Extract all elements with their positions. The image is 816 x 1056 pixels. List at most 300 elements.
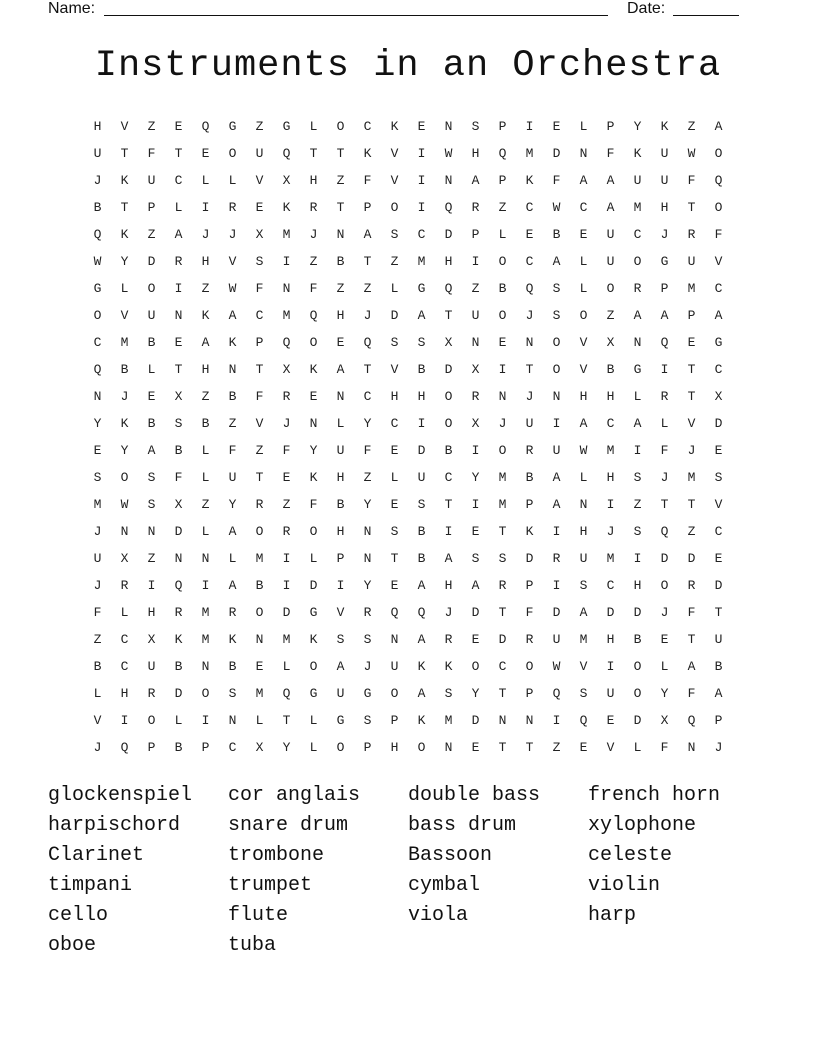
grid-letter: U <box>93 551 102 566</box>
grid-letter: A <box>228 524 237 539</box>
grid-letter: S <box>417 335 426 350</box>
grid-letter: K <box>417 659 426 674</box>
grid-letter: T <box>444 308 453 323</box>
grid-letter: P <box>498 173 507 188</box>
grid-letter: Q <box>390 605 399 620</box>
grid-letter: I <box>471 497 480 512</box>
grid-letter: B <box>174 659 183 674</box>
name-blank-line[interactable] <box>104 0 608 16</box>
grid-letter: P <box>687 308 696 323</box>
grid-letter: J <box>93 578 102 593</box>
grid-letter: U <box>606 254 615 269</box>
grid-letter: O <box>255 524 264 539</box>
grid-letter: G <box>309 605 318 620</box>
grid-letter: E <box>147 389 156 404</box>
grid-letter: M <box>579 632 588 647</box>
grid-letter: V <box>390 173 399 188</box>
grid-letter: U <box>633 173 642 188</box>
grid-letter: N <box>444 119 453 134</box>
grid-letter: K <box>417 713 426 728</box>
grid-letter: N <box>174 308 183 323</box>
header-line <box>48 0 740 20</box>
grid-letter: Z <box>471 281 480 296</box>
grid-letter: R <box>525 443 534 458</box>
grid-letter: H <box>390 389 399 404</box>
grid-letter: I <box>201 713 210 728</box>
grid-letter: K <box>228 632 237 647</box>
grid-letter: N <box>498 713 507 728</box>
grid-letter: T <box>309 146 318 161</box>
grid-letter: E <box>201 146 210 161</box>
grid-letter: N <box>255 632 264 647</box>
grid-letter: X <box>147 632 156 647</box>
word-list-item: bass drum <box>408 814 517 837</box>
grid-letter: O <box>309 659 318 674</box>
grid-letter: H <box>633 578 642 593</box>
grid-letter: X <box>282 173 291 188</box>
grid-letter: Z <box>309 254 318 269</box>
grid-letter: H <box>120 686 129 701</box>
grid-letter: Z <box>282 497 291 512</box>
grid-letter: A <box>336 659 345 674</box>
grid-letter: G <box>417 281 426 296</box>
grid-letter: G <box>714 335 723 350</box>
grid-letter: G <box>93 281 102 296</box>
grid-letter: S <box>471 551 480 566</box>
grid-letter: A <box>633 308 642 323</box>
grid-letter: O <box>552 335 561 350</box>
grid-letter: L <box>660 659 669 674</box>
grid-letter: F <box>660 740 669 755</box>
grid-letter: Z <box>363 281 372 296</box>
date-label: Date: <box>627 0 666 17</box>
grid-letter: T <box>687 389 696 404</box>
grid-letter: E <box>255 200 264 215</box>
grid-letter: Y <box>660 686 669 701</box>
grid-letter: B <box>228 389 237 404</box>
puzzle-title: Instruments in an Orchestra <box>94 45 722 87</box>
grid-letter: C <box>120 632 129 647</box>
grid-letter: O <box>336 119 345 134</box>
grid-letter: R <box>228 605 237 620</box>
grid-letter: G <box>282 119 291 134</box>
grid-letter: H <box>444 254 453 269</box>
grid-letter: A <box>201 335 210 350</box>
grid-letter: L <box>579 470 588 485</box>
grid-letter: O <box>444 416 453 431</box>
grid-letter: Q <box>363 335 372 350</box>
grid-letter: M <box>282 227 291 242</box>
grid-letter: B <box>498 281 507 296</box>
grid-letter: B <box>93 659 102 674</box>
grid-letter: T <box>498 605 507 620</box>
grid-letter: J <box>363 659 372 674</box>
grid-letter: A <box>579 173 588 188</box>
grid-letter: J <box>93 740 102 755</box>
grid-letter: W <box>444 146 453 161</box>
grid-letter: Z <box>687 524 696 539</box>
grid-letter: Z <box>390 254 399 269</box>
grid-letter: H <box>579 524 588 539</box>
grid-letter: I <box>147 578 156 593</box>
grid-letter: M <box>201 605 210 620</box>
word-list-item: cello <box>48 904 109 927</box>
grid-letter: S <box>336 632 345 647</box>
grid-letter: P <box>606 119 615 134</box>
grid-letter: E <box>390 578 399 593</box>
grid-letter: Z <box>687 119 696 134</box>
grid-letter: V <box>390 146 399 161</box>
grid-letter: K <box>120 416 129 431</box>
grid-letter: A <box>579 605 588 620</box>
grid-letter: Y <box>471 686 480 701</box>
grid-letter: F <box>363 173 372 188</box>
grid-letter: J <box>660 605 669 620</box>
word-list-item: xylophone <box>588 814 697 837</box>
grid-letter: Y <box>120 443 129 458</box>
grid-letter: C <box>498 659 507 674</box>
grid-letter: F <box>687 686 696 701</box>
grid-letter: O <box>714 146 723 161</box>
grid-letter: S <box>633 524 642 539</box>
grid-letter: O <box>444 389 453 404</box>
grid-letter: D <box>498 632 507 647</box>
grid-letter: E <box>579 740 588 755</box>
grid-letter: H <box>606 632 615 647</box>
grid-letter: A <box>552 470 561 485</box>
grid-letter: Q <box>444 200 453 215</box>
grid-letter: K <box>309 470 318 485</box>
grid-letter: G <box>660 254 669 269</box>
grid-letter: M <box>498 497 507 512</box>
grid-letter: L <box>147 362 156 377</box>
grid-letter: I <box>552 524 561 539</box>
grid-letter: X <box>255 227 264 242</box>
grid-letter: I <box>552 713 561 728</box>
grid-letter: F <box>363 443 372 458</box>
word-list-item: cor anglais <box>228 784 361 807</box>
grid-letter: W <box>228 281 237 296</box>
grid-letter: L <box>390 470 399 485</box>
grid-letter: R <box>687 578 696 593</box>
grid-letter: U <box>660 173 669 188</box>
grid-letter: K <box>174 632 183 647</box>
grid-letter: I <box>525 119 534 134</box>
grid-letter: N <box>579 497 588 512</box>
grid-letter: C <box>390 416 399 431</box>
word-list-item: cymbal <box>408 874 481 897</box>
grid-letter: L <box>309 713 318 728</box>
grid-letter: A <box>552 254 561 269</box>
grid-letter: R <box>687 227 696 242</box>
grid-letter: B <box>255 578 264 593</box>
grid-letter: L <box>579 119 588 134</box>
grid-letter: S <box>417 497 426 512</box>
grid-letter: U <box>147 659 156 674</box>
grid-letter: F <box>687 173 696 188</box>
grid-letter: D <box>390 308 399 323</box>
grid-letter: L <box>201 443 210 458</box>
grid-letter: I <box>444 524 453 539</box>
grid-letter: M <box>687 281 696 296</box>
grid-letter: J <box>120 389 129 404</box>
grid-letter: E <box>579 227 588 242</box>
grid-letter: A <box>417 686 426 701</box>
word-list-item: Bassoon <box>408 844 493 867</box>
grid-letter: T <box>498 524 507 539</box>
grid-letter: D <box>714 416 723 431</box>
grid-letter: L <box>120 281 129 296</box>
grid-letter: U <box>228 470 237 485</box>
grid-letter: J <box>498 416 507 431</box>
grid-letter: A <box>714 308 723 323</box>
grid-letter: N <box>336 389 345 404</box>
grid-letter: B <box>174 443 183 458</box>
grid-letter: T <box>390 551 399 566</box>
date-blank-line[interactable] <box>673 0 739 16</box>
grid-letter: H <box>309 173 318 188</box>
grid-letter: C <box>174 173 183 188</box>
grid-letter: S <box>390 227 399 242</box>
grid-letter: S <box>390 335 399 350</box>
word-list-item: tuba <box>228 934 277 957</box>
grid-letter: H <box>579 389 588 404</box>
grid-letter: O <box>201 686 210 701</box>
grid-letter: O <box>255 605 264 620</box>
grid-letter: V <box>255 173 264 188</box>
grid-letter: G <box>633 362 642 377</box>
grid-letter: T <box>687 362 696 377</box>
grid-letter: P <box>525 578 534 593</box>
grid-letter: L <box>309 119 318 134</box>
grid-letter: K <box>120 173 129 188</box>
grid-letter: Z <box>201 389 210 404</box>
grid-letter: A <box>174 227 183 242</box>
grid-letter: U <box>552 632 561 647</box>
grid-letter: R <box>498 578 507 593</box>
grid-letter: N <box>228 362 237 377</box>
grid-letter: J <box>228 227 237 242</box>
grid-letter: I <box>498 362 507 377</box>
grid-letter: Q <box>309 308 318 323</box>
grid-letter: I <box>606 659 615 674</box>
grid-letter: O <box>93 308 102 323</box>
grid-letter: L <box>201 470 210 485</box>
grid-letter: X <box>255 740 264 755</box>
grid-letter: N <box>201 659 210 674</box>
grid-letter: T <box>687 200 696 215</box>
grid-letter: Y <box>471 470 480 485</box>
grid-letter: X <box>444 335 453 350</box>
letter-grid <box>84 113 732 761</box>
grid-letter: E <box>390 443 399 458</box>
grid-letter: O <box>525 659 534 674</box>
grid-letter: D <box>471 713 480 728</box>
grid-letter: T <box>687 632 696 647</box>
grid-letter: L <box>660 416 669 431</box>
grid-letter: X <box>471 362 480 377</box>
grid-letter: C <box>714 524 723 539</box>
grid-letter: S <box>552 308 561 323</box>
grid-letter: R <box>363 605 372 620</box>
grid-letter: S <box>363 632 372 647</box>
grid-letter: B <box>417 524 426 539</box>
grid-letter: J <box>363 308 372 323</box>
word-list-item: trumpet <box>228 874 313 897</box>
grid-letter: F <box>309 497 318 512</box>
grid-letter: N <box>525 335 534 350</box>
grid-letter: J <box>687 443 696 458</box>
grid-letter: R <box>174 254 183 269</box>
grid-letter: V <box>390 362 399 377</box>
grid-letter: W <box>687 146 696 161</box>
grid-letter: A <box>444 551 453 566</box>
grid-letter: Y <box>120 254 129 269</box>
grid-letter: A <box>417 578 426 593</box>
grid-letter: E <box>309 389 318 404</box>
grid-letter: A <box>363 227 372 242</box>
grid-letter: P <box>201 740 210 755</box>
grid-letter: I <box>417 416 426 431</box>
grid-letter: S <box>471 119 480 134</box>
grid-letter: M <box>93 497 102 512</box>
grid-letter: O <box>579 308 588 323</box>
grid-letter: O <box>498 254 507 269</box>
grid-letter: A <box>417 308 426 323</box>
grid-letter: S <box>390 524 399 539</box>
grid-letter: D <box>660 551 669 566</box>
grid-letter: Q <box>417 605 426 620</box>
grid-letter: H <box>417 389 426 404</box>
grid-letter: I <box>120 713 129 728</box>
grid-letter: M <box>417 254 426 269</box>
grid-letter: A <box>228 578 237 593</box>
grid-letter: R <box>120 578 129 593</box>
grid-letter: K <box>444 659 453 674</box>
word-list-item: snare drum <box>228 814 349 837</box>
grid-letter: Z <box>633 497 642 512</box>
grid-letter: Z <box>228 416 237 431</box>
grid-letter: G <box>309 686 318 701</box>
grid-letter: V <box>714 254 723 269</box>
grid-letter: I <box>660 362 669 377</box>
grid-letter: Z <box>336 173 345 188</box>
grid-letter: J <box>525 389 534 404</box>
grid-letter: O <box>498 308 507 323</box>
grid-letter: D <box>687 551 696 566</box>
grid-letter: T <box>498 686 507 701</box>
grid-letter: E <box>714 551 723 566</box>
grid-letter: T <box>255 470 264 485</box>
grid-letter: N <box>390 632 399 647</box>
grid-letter: L <box>633 389 642 404</box>
grid-letter: N <box>336 227 345 242</box>
grid-letter: Z <box>255 443 264 458</box>
grid-letter: X <box>606 335 615 350</box>
grid-letter: M <box>606 551 615 566</box>
grid-letter: N <box>363 551 372 566</box>
grid-letter: Y <box>309 443 318 458</box>
grid-letter: E <box>471 524 480 539</box>
grid-letter: K <box>390 119 399 134</box>
grid-letter: P <box>714 713 723 728</box>
grid-letter: R <box>525 632 534 647</box>
grid-letter: R <box>228 200 237 215</box>
grid-letter: Z <box>552 740 561 755</box>
grid-letter: O <box>147 281 156 296</box>
word-list-item: french horn <box>588 784 721 807</box>
grid-letter: E <box>174 335 183 350</box>
grid-letter: B <box>336 254 345 269</box>
grid-letter: P <box>147 740 156 755</box>
grid-letter: S <box>552 281 561 296</box>
grid-letter: V <box>579 362 588 377</box>
grid-letter: R <box>282 524 291 539</box>
grid-letter: D <box>633 713 642 728</box>
grid-letter: Z <box>147 551 156 566</box>
grid-letter: Q <box>714 173 723 188</box>
grid-letter: O <box>309 524 318 539</box>
grid-letter: J <box>714 740 723 755</box>
grid-letter: P <box>363 740 372 755</box>
grid-letter: P <box>471 227 480 242</box>
grid-letter: C <box>714 362 723 377</box>
grid-letter: B <box>606 362 615 377</box>
grid-letter: D <box>309 578 318 593</box>
grid-letter: E <box>714 443 723 458</box>
grid-letter: L <box>390 281 399 296</box>
grid-letter: Z <box>498 200 507 215</box>
grid-letter: B <box>147 335 156 350</box>
grid-letter: T <box>498 740 507 755</box>
grid-letter: P <box>660 281 669 296</box>
grid-letter: E <box>390 497 399 512</box>
grid-letter: O <box>147 713 156 728</box>
grid-letter: I <box>336 578 345 593</box>
grid-letter: O <box>552 362 561 377</box>
grid-letter: O <box>498 443 507 458</box>
grid-letter: I <box>282 254 291 269</box>
grid-letter: W <box>120 497 129 512</box>
grid-letter: S <box>714 470 723 485</box>
grid-letter: M <box>201 632 210 647</box>
grid-letter: E <box>687 335 696 350</box>
grid-letter: X <box>174 389 183 404</box>
grid-letter: W <box>93 254 102 269</box>
grid-letter: I <box>282 578 291 593</box>
grid-letter: B <box>336 497 345 512</box>
grid-letter: T <box>120 200 129 215</box>
grid-letter: H <box>660 200 669 215</box>
grid-letter: M <box>633 200 642 215</box>
grid-letter: N <box>363 524 372 539</box>
grid-letter: V <box>714 497 723 512</box>
grid-letter: E <box>336 335 345 350</box>
grid-letter: S <box>147 497 156 512</box>
grid-letter: M <box>606 443 615 458</box>
grid-letter: N <box>120 524 129 539</box>
grid-letter: N <box>498 389 507 404</box>
grid-letter: J <box>93 173 102 188</box>
grid-letter: P <box>390 713 399 728</box>
grid-letter: J <box>309 227 318 242</box>
grid-letter: M <box>255 686 264 701</box>
grid-letter: D <box>444 227 453 242</box>
grid-letter: A <box>606 173 615 188</box>
grid-letter: V <box>336 605 345 620</box>
grid-letter: Z <box>606 308 615 323</box>
grid-letter: T <box>120 146 129 161</box>
